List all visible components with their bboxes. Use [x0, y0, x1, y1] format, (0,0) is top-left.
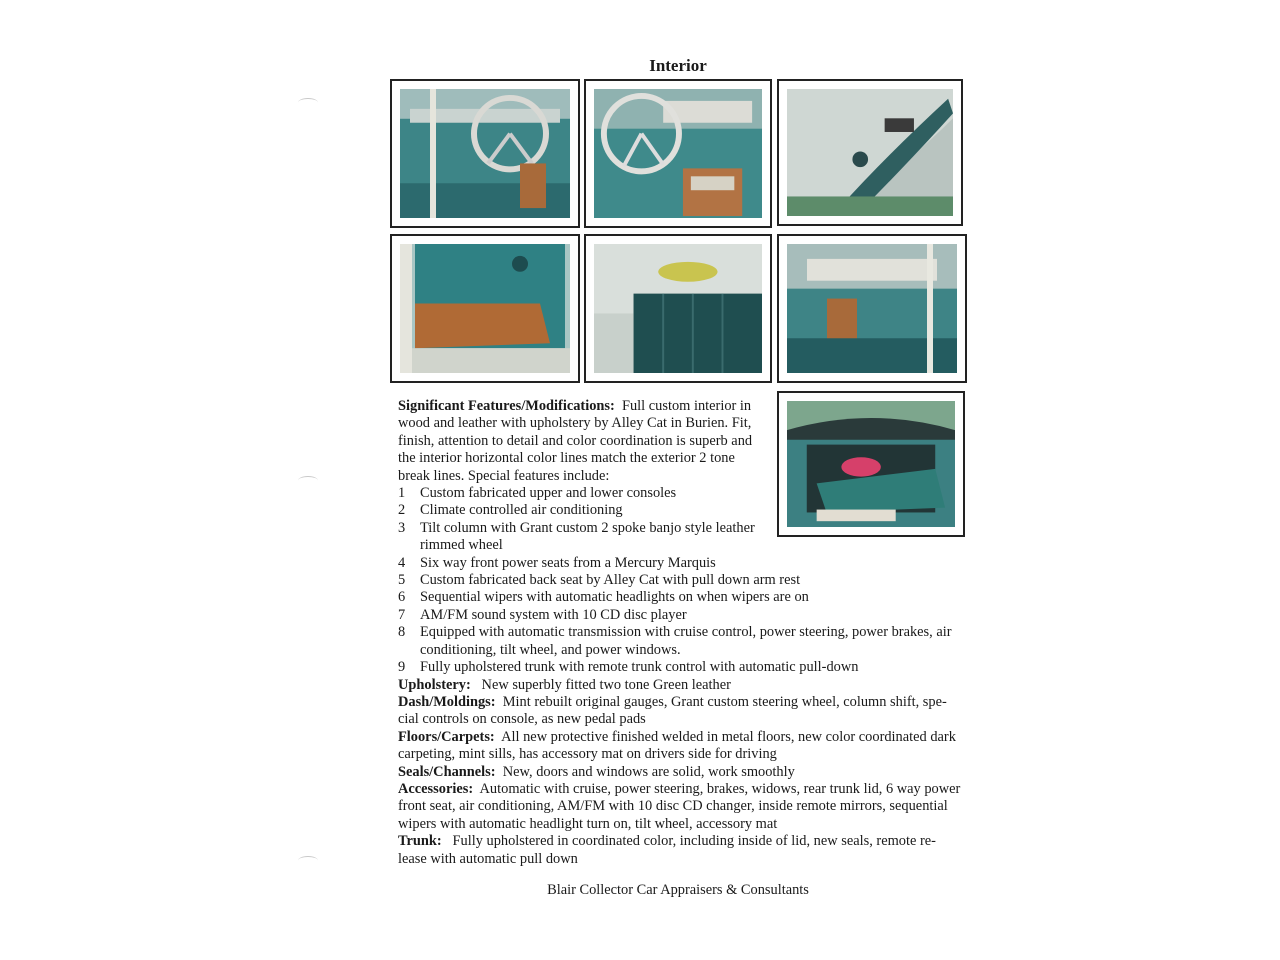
features-intro-paragraph — [398, 398, 768, 485]
section-label: Accessories: — [398, 780, 474, 797]
list-item-text: Tilt column with Grant custom 2 spoke banjo style leather rimmed wheel — [420, 519, 755, 554]
list-item-number: 1 — [398, 485, 406, 502]
steering-wheel-console-photo — [594, 89, 762, 218]
list-item — [398, 555, 963, 572]
list-item-number: 7 — [398, 606, 406, 623]
list-item-text: Custom fabricated upper and lower consoles — [420, 485, 677, 502]
list-item-text: Sequential wipers with automatic headlights on when wipers are on — [420, 589, 809, 606]
trunk-section — [398, 833, 963, 868]
list-item-text: Fully upholstered trunk with remote trunk control with automatic pull-down — [420, 659, 859, 676]
accessories-section — [398, 781, 963, 833]
floors-carpets-section — [398, 729, 963, 764]
photo-frame — [584, 79, 772, 228]
photo-frame — [584, 234, 772, 383]
section-label: Upholstery: — [398, 676, 471, 693]
list-item-text: Climate controlled air conditioning — [420, 502, 623, 519]
page-title: Interior — [649, 56, 707, 75]
list-item-number: 4 — [398, 554, 406, 571]
dashboard-steering-wheel-photo — [400, 89, 570, 218]
list-item-number: 2 — [398, 502, 406, 519]
section-text: New, doors and windows are solid, work smoothly — [502, 763, 795, 780]
section-label: Dash/Moldings: — [398, 693, 496, 710]
list-item — [398, 624, 963, 659]
features-intro-text: Full custom interior in wood and leather with upholstery by Alley Cat in Burien. Fit, finish, attention to detail and color coordination is superb and the interior horizontal color lines match the exterior 2 tone break lines. Special features include: — [398, 398, 753, 484]
headliner-overhead-console-photo — [787, 89, 953, 216]
list-item-number: 5 — [398, 572, 406, 589]
section-text: All new protective finished welded in metal floors, new color coordinated dark carpeting, mint sills, has accessory mat on drivers side for driving — [398, 728, 956, 763]
list-item — [398, 520, 963, 555]
section-label: Significant Features/Modifications: — [398, 398, 615, 414]
list-item-number: 3 — [398, 519, 406, 536]
list-item-text: AM/FM sound system with 10 CD disc player — [420, 606, 687, 623]
punch-hole-mark — [298, 98, 318, 107]
photo-frame — [777, 79, 963, 226]
list-item-text: Six way front power seats from a Mercury Marquis — [420, 554, 716, 571]
features-list — [398, 485, 963, 676]
list-item — [398, 589, 963, 606]
list-item — [398, 607, 963, 624]
door-panel-photo — [400, 244, 570, 373]
punch-hole-mark — [298, 476, 318, 485]
photo-frame — [390, 234, 580, 383]
back-seat-photo — [594, 244, 762, 373]
list-item-text: Custom fabricated back seat by Alley Cat with pull down arm rest — [420, 572, 801, 589]
list-item — [398, 485, 963, 502]
list-item — [398, 659, 963, 676]
section-text: Mint rebuilt original gauges, Grant custom steering wheel, column shift, spe-cial controls on console, as new pedal pads — [398, 693, 947, 728]
list-item-number: 9 — [398, 659, 406, 676]
section-label: Seals/Channels: — [398, 763, 496, 780]
seals-channels-section — [398, 764, 963, 781]
list-item-number: 8 — [398, 624, 406, 641]
list-item-text: Equipped with automatic transmission with cruise control, power steering, power brakes, air conditioning, tilt wheel, and power windows. — [420, 624, 952, 658]
list-item — [398, 502, 963, 519]
section-label: Floors/Carpets: — [398, 728, 495, 745]
list-item — [398, 572, 963, 589]
section-text: New superbly fitted two tone Green leather — [481, 676, 731, 693]
photo-frame — [390, 79, 580, 228]
punch-hole-mark — [298, 856, 318, 865]
photo-frame — [777, 234, 967, 383]
section-text: Fully upholstered in coordinated color, including inside of lid, new seals, remote re-lease with automatic pull down — [398, 833, 936, 867]
body-text — [398, 398, 963, 868]
dash-moldings-section — [398, 694, 963, 729]
section-text: Automatic with cruise, power steering, brakes, widows, rear trunk lid, 6 way power front seat, air conditioning, AM/FM with 10 disc CD changer, inside remote mirrors, sequential wipers with automatic headlight turn on, tilt wheel, accessory mat — [398, 780, 961, 832]
section-label: Trunk: — [398, 833, 442, 850]
list-item-number: 6 — [398, 589, 406, 606]
footer-company-name: Blair Collector Car Appraisers & Consultants — [547, 882, 809, 898]
dash-console-carpet-photo — [787, 244, 957, 373]
upholstery-section — [398, 677, 963, 694]
